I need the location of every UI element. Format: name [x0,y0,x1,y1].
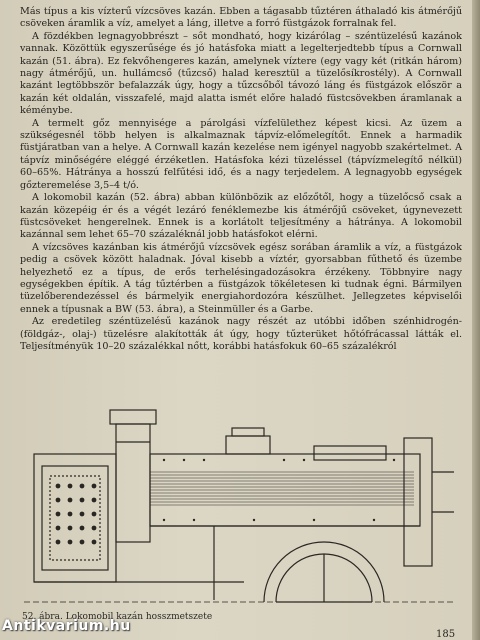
page-number: 185 [436,629,456,640]
paragraph: A fözdékben legnagyobbrészt – sőt mondható, hogy kizárólag – széntüzelésű kazánok vannak. Közöttük egyszerűsége és jó hatásfoka miatt a legelterjedtebb típus a Cornwall kazán (51. ábra). Ez fekvőhengeres kazán, amelynek víztere (egy vagy két (ritkán három) nagy átmérőjű, un. hullámcső (tűzcső) halad keresztül a tüzelősíkrostély). A Cornwall kazánt legtöbbször befalazzák úgy, hogy a tűzcsőből távozó láng és füstgázok először a kazán két oldalán, visszafelé, majd alatta ismét előre haladó füstcsövekben áramlanak a kéménybe. [20,30,462,117]
paragraph: A vízcsöves kazánban kis átmérőjű vízcsövek egész sorában áramlik a víz, a füstgázok pedig a csövek között haladnak. Jóval kisebb a víztér, gyorsabban fűthető és üzembe helyezhető ez a típus, de erős terhelésingadozásokra érzékeny. Többnyire nagy egységekben építik. A tág tűztérben a füstgázok tökéletesen ki tudnak égni. Bármilyen tüzelőberendezéssel és bármelyik energiahordozóra készülhet. Jellegzetes képviselői ennek a típusnak a BW (53. ábra), a Steinmüller és a Garbe. [20,241,462,315]
locomobile-boiler-drawing [14,402,472,612]
watermark: Antikvarium.hu [2,618,131,634]
paragraph: A termelt gőz mennyisége a párolgási vízfelülethez képest kicsi. Az üzem a szükségesnél több helyen is alkalmaznak tápvíz-előmelegítőt. Ennek a harmadik füstjáratban van a helye. A Cornwall kazán kezelése nem igényel nagyobb szakértelmet. A tápvíz minőségére eléggé érzéketlen. Hatásfoka kézi tüzeléssel (tápvízmelegítő nélkül) 60–65%. Hátránya a hosszú felfűtési idő, és a nagy terjedelem. A legnagyobb egységek gőzteremelése 3,5–4 t/ó. [20,117,462,191]
paragraph: A lokomobil kazán (52. ábra) abban különbözik az előzőtől, hogy a tüzelőcső csak a kazán közepéig ér és a végét lezáró fenéklemezbe kis átmérőjű csöveket, úgynevezett füstcsöveket hengerelnek. Ennek is a korlátolt teljesítmény a hátránya. A lokomobil kazánnal sem lehet 65–70 százaléknál jobb hatásfokot elérni. [20,192,462,241]
page-gutter-shadow [472,0,480,640]
body-text [20,6,462,353]
paragraph: Más típus a kis vízterű vízcsöves kazán. Ebben a tágasabb tűztéren áthaladó kis átmérőjű csöveken áramlik a víz, amelyet a láng, illetve a forró füstgázok forralnak fel. [20,6,462,30]
figure-caption: 52. ábra. Lokomobil kazán hosszmetszete [22,612,213,622]
paragraph: Az eredetileg széntüzelésű kazánok nagy részét az utóbbi időben szénhidrogén-(földgáz-, olaj-) tüzelésre alakították át úgy, hogy tűzterüket hőtófrácassal látták el. Teljesítményük 10–20 százalékkal nőtt, korábbi hatásfokuk 60–65 százalékról [20,316,462,352]
